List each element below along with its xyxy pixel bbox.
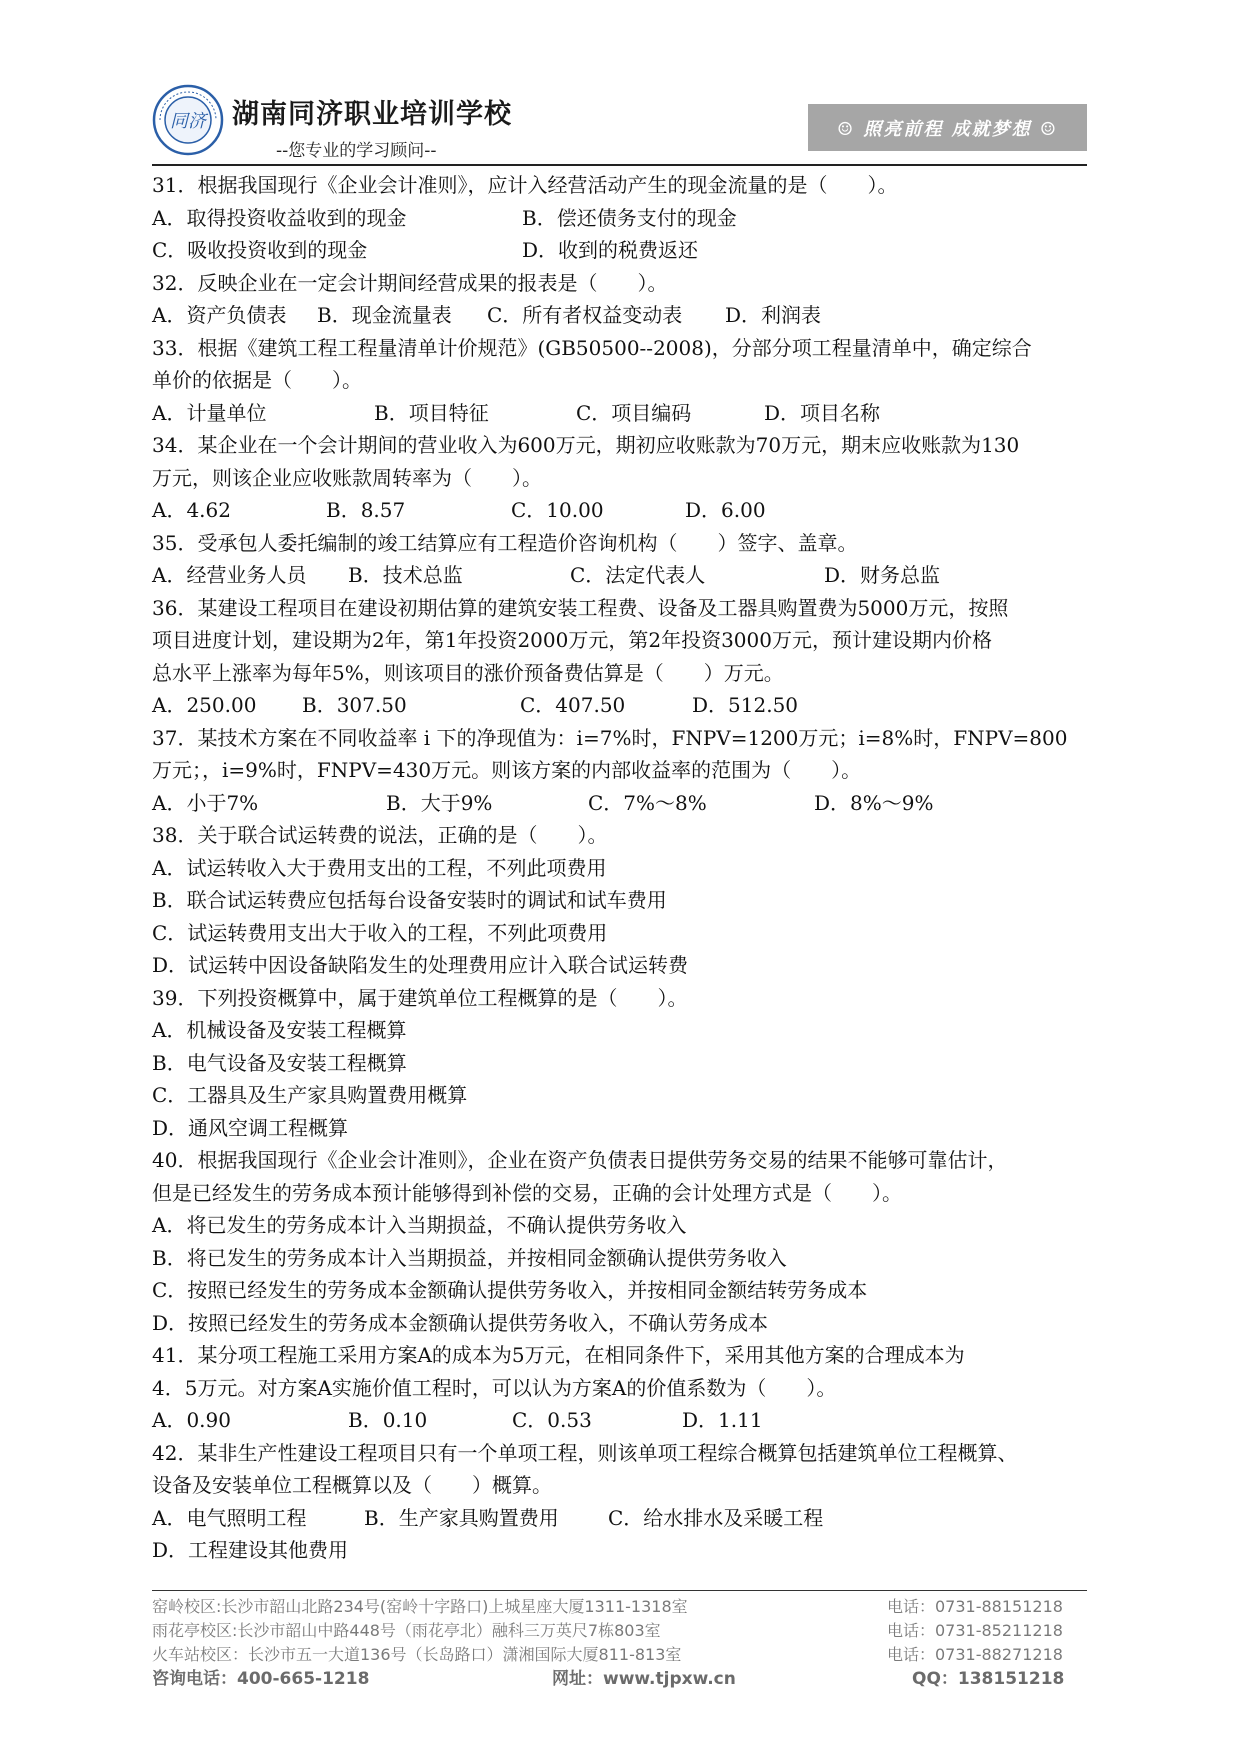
answer-option[interactable]: D．512.50 xyxy=(692,693,799,717)
option-row xyxy=(152,299,1087,332)
answer-option[interactable]: B．8.57 xyxy=(326,498,406,522)
seal-text: 同济 xyxy=(170,111,206,132)
answer-option[interactable]: B．生产家具购置费用 xyxy=(364,1505,559,1530)
question-stem-line: 38．关于联合试运转费的说法，正确的是（ ）。 xyxy=(152,823,608,847)
option-row xyxy=(152,559,1087,592)
answer-option[interactable]: B．307.50 xyxy=(302,693,407,717)
answer-option[interactable]: D．财务总监 xyxy=(824,563,941,587)
question-stem-line: 39．下列投资概算中，属于建筑单位工程概算的是（ ）。 xyxy=(152,985,688,1010)
question-stem-line: 41．某分项工程施工采用方案A的成本为5万元，在相同条件下，采用其他方案的合理成本为 xyxy=(152,1343,965,1367)
answer-option[interactable]: A．资产负债表 xyxy=(152,303,287,327)
answer-option[interactable]: B．技术总监 xyxy=(348,563,463,587)
footer xyxy=(152,1595,1087,1691)
question-stem-line: 但是已经发生的劳务成本预计能够得到补偿的交易，正确的会计处理方式是（ ）。 xyxy=(152,1180,902,1205)
answer-option[interactable]: C．10.00 xyxy=(511,498,604,522)
answer-option[interactable]: B．电气设备及安装工程概算 xyxy=(152,1050,407,1075)
answer-option[interactable]: B．联合试运转费应包括每台设备安装时的调试和试车费用 xyxy=(152,888,667,912)
answer-option[interactable]: A．4.62 xyxy=(152,498,231,522)
option-row xyxy=(152,787,1087,820)
question-item xyxy=(152,1437,1087,1567)
answer-option[interactable]: B．0.10 xyxy=(348,1408,428,1432)
campus-phone: 电话：0731-85211218 xyxy=(887,1621,1063,1640)
question-stem-line: 31．根据我国现行《企业会计准则》，应计入经营活动产生的现金流量的是（ ）。 xyxy=(152,173,898,197)
answer-option[interactable]: D．试运转中因设备缺陷发生的处理费用应计入联合试运转费 xyxy=(152,953,689,977)
question-item xyxy=(152,527,1087,592)
question-stem-line: 万元，则该企业应收账款周转率为（ ）。 xyxy=(152,465,542,490)
motto-banner: ☺ 照亮前程 成就梦想 ☺ xyxy=(808,104,1087,151)
question-item xyxy=(152,267,1087,332)
option-row xyxy=(152,1242,1087,1275)
campus-row xyxy=(152,1619,1087,1643)
option-row xyxy=(152,1502,1087,1535)
answer-option[interactable]: A．0.90 xyxy=(152,1408,231,1432)
answer-option[interactable]: D．利润表 xyxy=(725,303,822,327)
option-row xyxy=(152,1209,1087,1242)
school-logo-seal xyxy=(152,84,224,156)
answer-option[interactable]: C．工器具及生产家具购置费用概算 xyxy=(152,1083,468,1107)
question-stem-line: 37．某技术方案在不同收益率 i 下的净现值为：i=7%时，FNPV=1200万元；i=8%时，FNPV=800 xyxy=(152,725,1068,750)
question-stem-line: 32．反映企业在一定会计期间经营成果的报表是（ ）。 xyxy=(152,270,668,295)
answer-option[interactable]: B．现金流量表 xyxy=(317,303,452,327)
answer-option[interactable]: C．按照已经发生的劳务成本金额确认提供劳务收入，并按相同金额结转劳务成本 xyxy=(152,1278,868,1302)
answer-option[interactable]: C．407.50 xyxy=(520,693,626,717)
answer-option[interactable]: A．计量单位 xyxy=(152,400,267,425)
question-item xyxy=(152,1339,1087,1437)
option-row xyxy=(152,1014,1087,1047)
campus-row xyxy=(152,1595,1087,1619)
campus-phone: 电话：0731-88151218 xyxy=(887,1597,1063,1616)
school-tagline: --您专业的学习顾问-- xyxy=(276,141,437,161)
answer-option[interactable]: A．经营业务人员 xyxy=(152,563,307,587)
campus-address: 雨花亭校区:长沙市韶山中路448号（雨花亭北）融科三万英尺7栋803室 xyxy=(152,1621,661,1640)
answer-option[interactable]: D．项目名称 xyxy=(764,400,881,425)
option-row xyxy=(152,884,1087,917)
school-name: 湖南同济职业培训学校 xyxy=(232,99,512,130)
option-row xyxy=(152,1534,1087,1567)
question-item xyxy=(152,429,1087,527)
answer-option[interactable]: D．6.00 xyxy=(685,498,766,522)
answer-option[interactable]: D．通风空调工程概算 xyxy=(152,1115,349,1140)
question-item xyxy=(152,819,1087,982)
question-stem-line: 35．受承包人委托编制的竣工结算应有工程造价咨询机构（ ）签字、盖章。 xyxy=(152,530,858,555)
question-item xyxy=(152,332,1087,430)
question-stem-line: 33．根据《建筑工程工程量清单计价规范》(GB50500--2008)，分部分项工程量清单中，确定综合 xyxy=(152,335,1032,360)
answer-option[interactable]: C．项目编码 xyxy=(576,400,692,425)
contact-row xyxy=(152,1667,1087,1691)
answer-option[interactable]: C．给水排水及采暖工程 xyxy=(608,1505,824,1530)
answer-option[interactable]: A．小于7% xyxy=(152,790,259,815)
header-divider xyxy=(152,164,1087,166)
option-row xyxy=(152,689,1087,722)
question-stem-line: 项目进度计划，建设期为2年，第1年投资2000万元，第2年投资3000万元，预计建设期内价格 xyxy=(152,628,992,652)
question-list xyxy=(152,169,1087,1567)
campus-address: 火车站校区：长沙市五一大道136号（长岛路口）潇湘国际大厦811-813室 xyxy=(152,1645,682,1664)
answer-option[interactable]: A．电气照明工程 xyxy=(152,1505,307,1530)
option-row xyxy=(152,949,1087,982)
option-row xyxy=(152,1274,1087,1307)
question-stem-line: 设备及安装单位工程概算以及（ ）概算。 xyxy=(152,1473,552,1497)
answer-option[interactable]: D．收到的税费返还 xyxy=(522,238,699,262)
answer-option[interactable]: C．所有者权益变动表 xyxy=(487,303,683,327)
answer-option[interactable]: C．0.53 xyxy=(512,1408,592,1432)
campus-phone: 电话：0731-88271218 xyxy=(887,1645,1063,1664)
option-row xyxy=(152,917,1087,950)
answer-option[interactable]: B．将已发生的劳务成本计入当期损益，并按相同金额确认提供劳务收入 xyxy=(152,1245,787,1270)
question-stem-line: 总水平上涨率为每年5%，则该项目的涨价预备费估算是（ ）万元。 xyxy=(152,660,784,685)
answer-option[interactable]: D．按照已经发生的劳务成本金额确认提供劳务收入，不确认劳务成本 xyxy=(152,1310,769,1335)
answer-option[interactable]: A．机械设备及安装工程概算 xyxy=(152,1018,407,1042)
answer-option[interactable]: B．大于9% xyxy=(386,790,493,815)
answer-option[interactable]: C．法定代表人 xyxy=(570,563,706,587)
campus-address: 窑岭校区:长沙市韶山北路234号(窑岭十字路口)上城星座大厦1311-1318室 xyxy=(152,1597,688,1616)
option-row xyxy=(152,234,1087,267)
option-row xyxy=(152,1079,1087,1112)
question-stem-line: 34．某企业在一个会计期间的营业收入为600万元，期初应收账款为70万元，期末应收账款为130 xyxy=(152,433,1020,457)
option-row xyxy=(152,1307,1087,1340)
website-link[interactable]: 网址：www.tjpxw.cn xyxy=(552,1669,736,1689)
answer-option[interactable]: D．8%～9% xyxy=(814,790,934,815)
answer-option[interactable]: B．项目特征 xyxy=(374,400,489,425)
answer-option[interactable]: B．偿还债务支付的现金 xyxy=(522,205,737,230)
question-item xyxy=(152,982,1087,1145)
question-stem-line: 40．根据我国现行《企业会计准则》，企业在资产负债表日提供劳务交易的结果不能够可靠估计， xyxy=(152,1148,1008,1172)
question-stem-line: 36．某建设工程项目在建设初期估算的建筑安装工程费、设备及工器具购置费为5000万元，按照 xyxy=(152,595,1009,620)
question-stem-line: 万元；，i=9%时，FNPV=430万元。则该方案的内部收益率的范围为（ ）。 xyxy=(152,758,862,782)
answer-option[interactable]: C．试运转费用支出大于收入的工程，不列此项费用 xyxy=(152,920,608,945)
footer-divider xyxy=(152,1590,1087,1591)
answer-option[interactable]: A．将已发生的劳务成本计入当期损益，不确认提供劳务收入 xyxy=(152,1213,687,1237)
question-item xyxy=(152,722,1087,820)
answer-option[interactable]: D．1.11 xyxy=(682,1408,763,1432)
answer-option[interactable]: D．工程建设其他费用 xyxy=(152,1538,349,1562)
qq-number: QQ：138151218 xyxy=(912,1669,1065,1689)
campus-row xyxy=(152,1643,1087,1667)
question-item xyxy=(152,169,1087,267)
option-row xyxy=(152,1404,1087,1437)
answer-option[interactable]: C．吸收投资收到的现金 xyxy=(152,238,368,262)
question-stem-line: 4．5万元。对方案A实施价值工程时，可以认为方案A的价值系数为（ ）。 xyxy=(152,1375,837,1400)
question-stem-line: 单价的依据是（ ）。 xyxy=(152,368,362,392)
question-item xyxy=(152,1144,1087,1339)
option-row xyxy=(152,494,1087,527)
answer-option[interactable]: C．7%～8% xyxy=(588,790,707,815)
hotline: 咨询电话：400-665-1218 xyxy=(152,1669,370,1689)
question-item xyxy=(152,592,1087,722)
option-row xyxy=(152,1047,1087,1080)
answer-option[interactable]: A．试运转收入大于费用支出的工程，不列此项费用 xyxy=(152,855,607,880)
answer-option[interactable]: A．250.00 xyxy=(152,693,257,717)
option-row xyxy=(152,202,1087,235)
option-row xyxy=(152,397,1087,430)
answer-option[interactable]: A．取得投资收益收到的现金 xyxy=(152,205,407,230)
question-stem-line: 42．某非生产性建设工程项目只有一个单项工程，则该单项工程综合概算包括建筑单位工程概算、 xyxy=(152,1440,1018,1465)
option-row xyxy=(152,1112,1087,1145)
option-row xyxy=(152,852,1087,885)
